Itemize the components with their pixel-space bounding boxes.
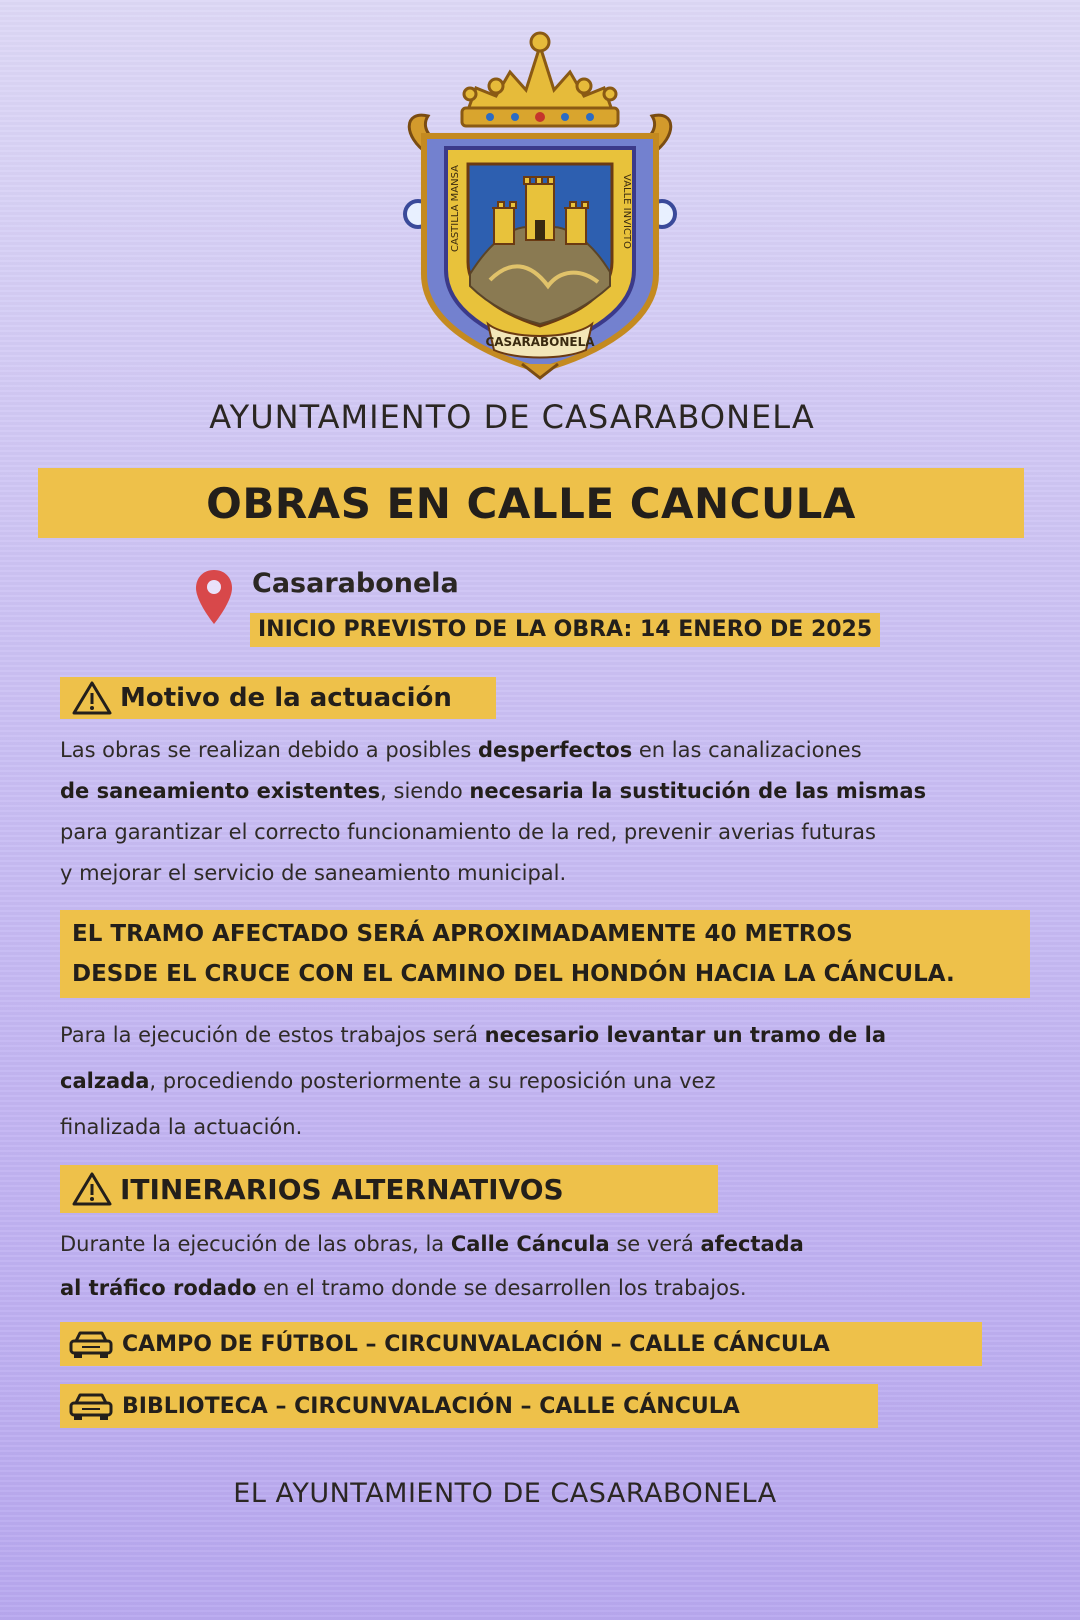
text-run: se verá bbox=[609, 1232, 701, 1256]
location-name: Casarabonela bbox=[252, 568, 459, 599]
text-line bbox=[60, 1104, 1020, 1150]
bold-text: de saneamiento existentes bbox=[60, 779, 381, 803]
text-run: , siendo bbox=[380, 779, 470, 803]
works-title: OBRAS EN CALLE CANCULA bbox=[206, 478, 856, 528]
text-run: para garantizar el correcto funcionamiento de la red, prevenir averias futuras bbox=[60, 820, 876, 844]
text-run: Para la ejecución de estos trabajos será bbox=[60, 1023, 485, 1047]
text-run: en las canalizaciones bbox=[632, 738, 862, 762]
affected-line-1: EL TRAMO AFECTADO SERÁ APROXIMADAMENTE 40 METROS bbox=[72, 921, 853, 947]
bold-text: calzada bbox=[60, 1069, 150, 1093]
bold-text: afectada bbox=[700, 1232, 804, 1256]
text-run: en el tramo donde se desarrollen los trabajos. bbox=[256, 1276, 747, 1300]
car-icon bbox=[68, 1391, 114, 1421]
bold-text: necesario levantar un tramo de la bbox=[484, 1023, 886, 1047]
execution-paragraph bbox=[60, 1012, 1020, 1150]
text-line bbox=[60, 853, 1020, 894]
warning-icon bbox=[72, 680, 112, 716]
text-run: finalizada la actuación. bbox=[60, 1115, 303, 1139]
text-line bbox=[60, 812, 1020, 853]
bold-text: necesaria la sustitución de las mismas bbox=[469, 779, 927, 803]
text-run: Durante la ejecución de las obras, la bbox=[60, 1232, 451, 1256]
crest-left-scroll: CASTILLA MANSA bbox=[450, 165, 461, 252]
footer-signature: EL AYUNTAMIENTO DE CASARABONELA bbox=[233, 1478, 777, 1509]
alternatives-heading-text: ITINERARIOS ALTERNATIVOS bbox=[120, 1172, 564, 1206]
text-run: , procediendo posteriormente a su reposición una vez bbox=[149, 1069, 716, 1093]
reason-heading bbox=[60, 677, 496, 719]
works-banner bbox=[38, 468, 1024, 538]
affected-line-2: DESDE EL CRUCE CON EL CAMINO DEL HONDÓN HACIA LA CÁNCULA. bbox=[72, 961, 955, 987]
text-line bbox=[60, 1058, 1020, 1104]
council-title: AYUNTAMIENTO DE CASARABONELA bbox=[209, 398, 815, 436]
crest-banner-text: CASARABONELA bbox=[485, 335, 595, 349]
text-line bbox=[60, 1222, 1020, 1266]
reason-heading-text: Motivo de la actuación bbox=[120, 683, 452, 713]
route-item-football bbox=[60, 1322, 982, 1366]
text-line bbox=[60, 771, 1020, 812]
bold-text: al tráfico rodado bbox=[60, 1276, 257, 1300]
text-line bbox=[60, 1012, 1020, 1058]
map-pin-icon bbox=[194, 568, 234, 626]
text-run: y mejorar el servicio de saneamiento municipal. bbox=[60, 861, 567, 885]
text-run: Las obras se realizan debido a posibles bbox=[60, 738, 478, 762]
warning-icon bbox=[72, 1171, 112, 1207]
start-date-badge: INICIO PREVISTO DE LA OBRA: 14 ENERO DE 2025 bbox=[250, 613, 880, 647]
route-label: CAMPO DE FÚTBOL – CIRCUNVALACIÓN – CALLE CÁNCULA bbox=[122, 1331, 830, 1357]
route-item-library bbox=[60, 1384, 878, 1428]
affected-section-box bbox=[60, 910, 1030, 998]
reason-paragraph bbox=[60, 730, 1020, 894]
crest-right-scroll: VALLE INVICTO bbox=[621, 174, 632, 249]
text-line bbox=[60, 730, 1020, 771]
bold-text: Calle Cáncula bbox=[450, 1232, 610, 1256]
alternatives-paragraph bbox=[60, 1222, 1020, 1310]
route-label: BIBLIOTECA – CIRCUNVALACIÓN – CALLE CÁNCULA bbox=[122, 1393, 740, 1419]
crown-icon bbox=[462, 33, 618, 126]
alternatives-heading bbox=[60, 1165, 718, 1213]
bold-text: desperfectos bbox=[478, 738, 633, 762]
text-line bbox=[60, 1266, 1020, 1310]
coat-of-arms-icon bbox=[398, 24, 682, 380]
car-icon bbox=[68, 1329, 114, 1359]
